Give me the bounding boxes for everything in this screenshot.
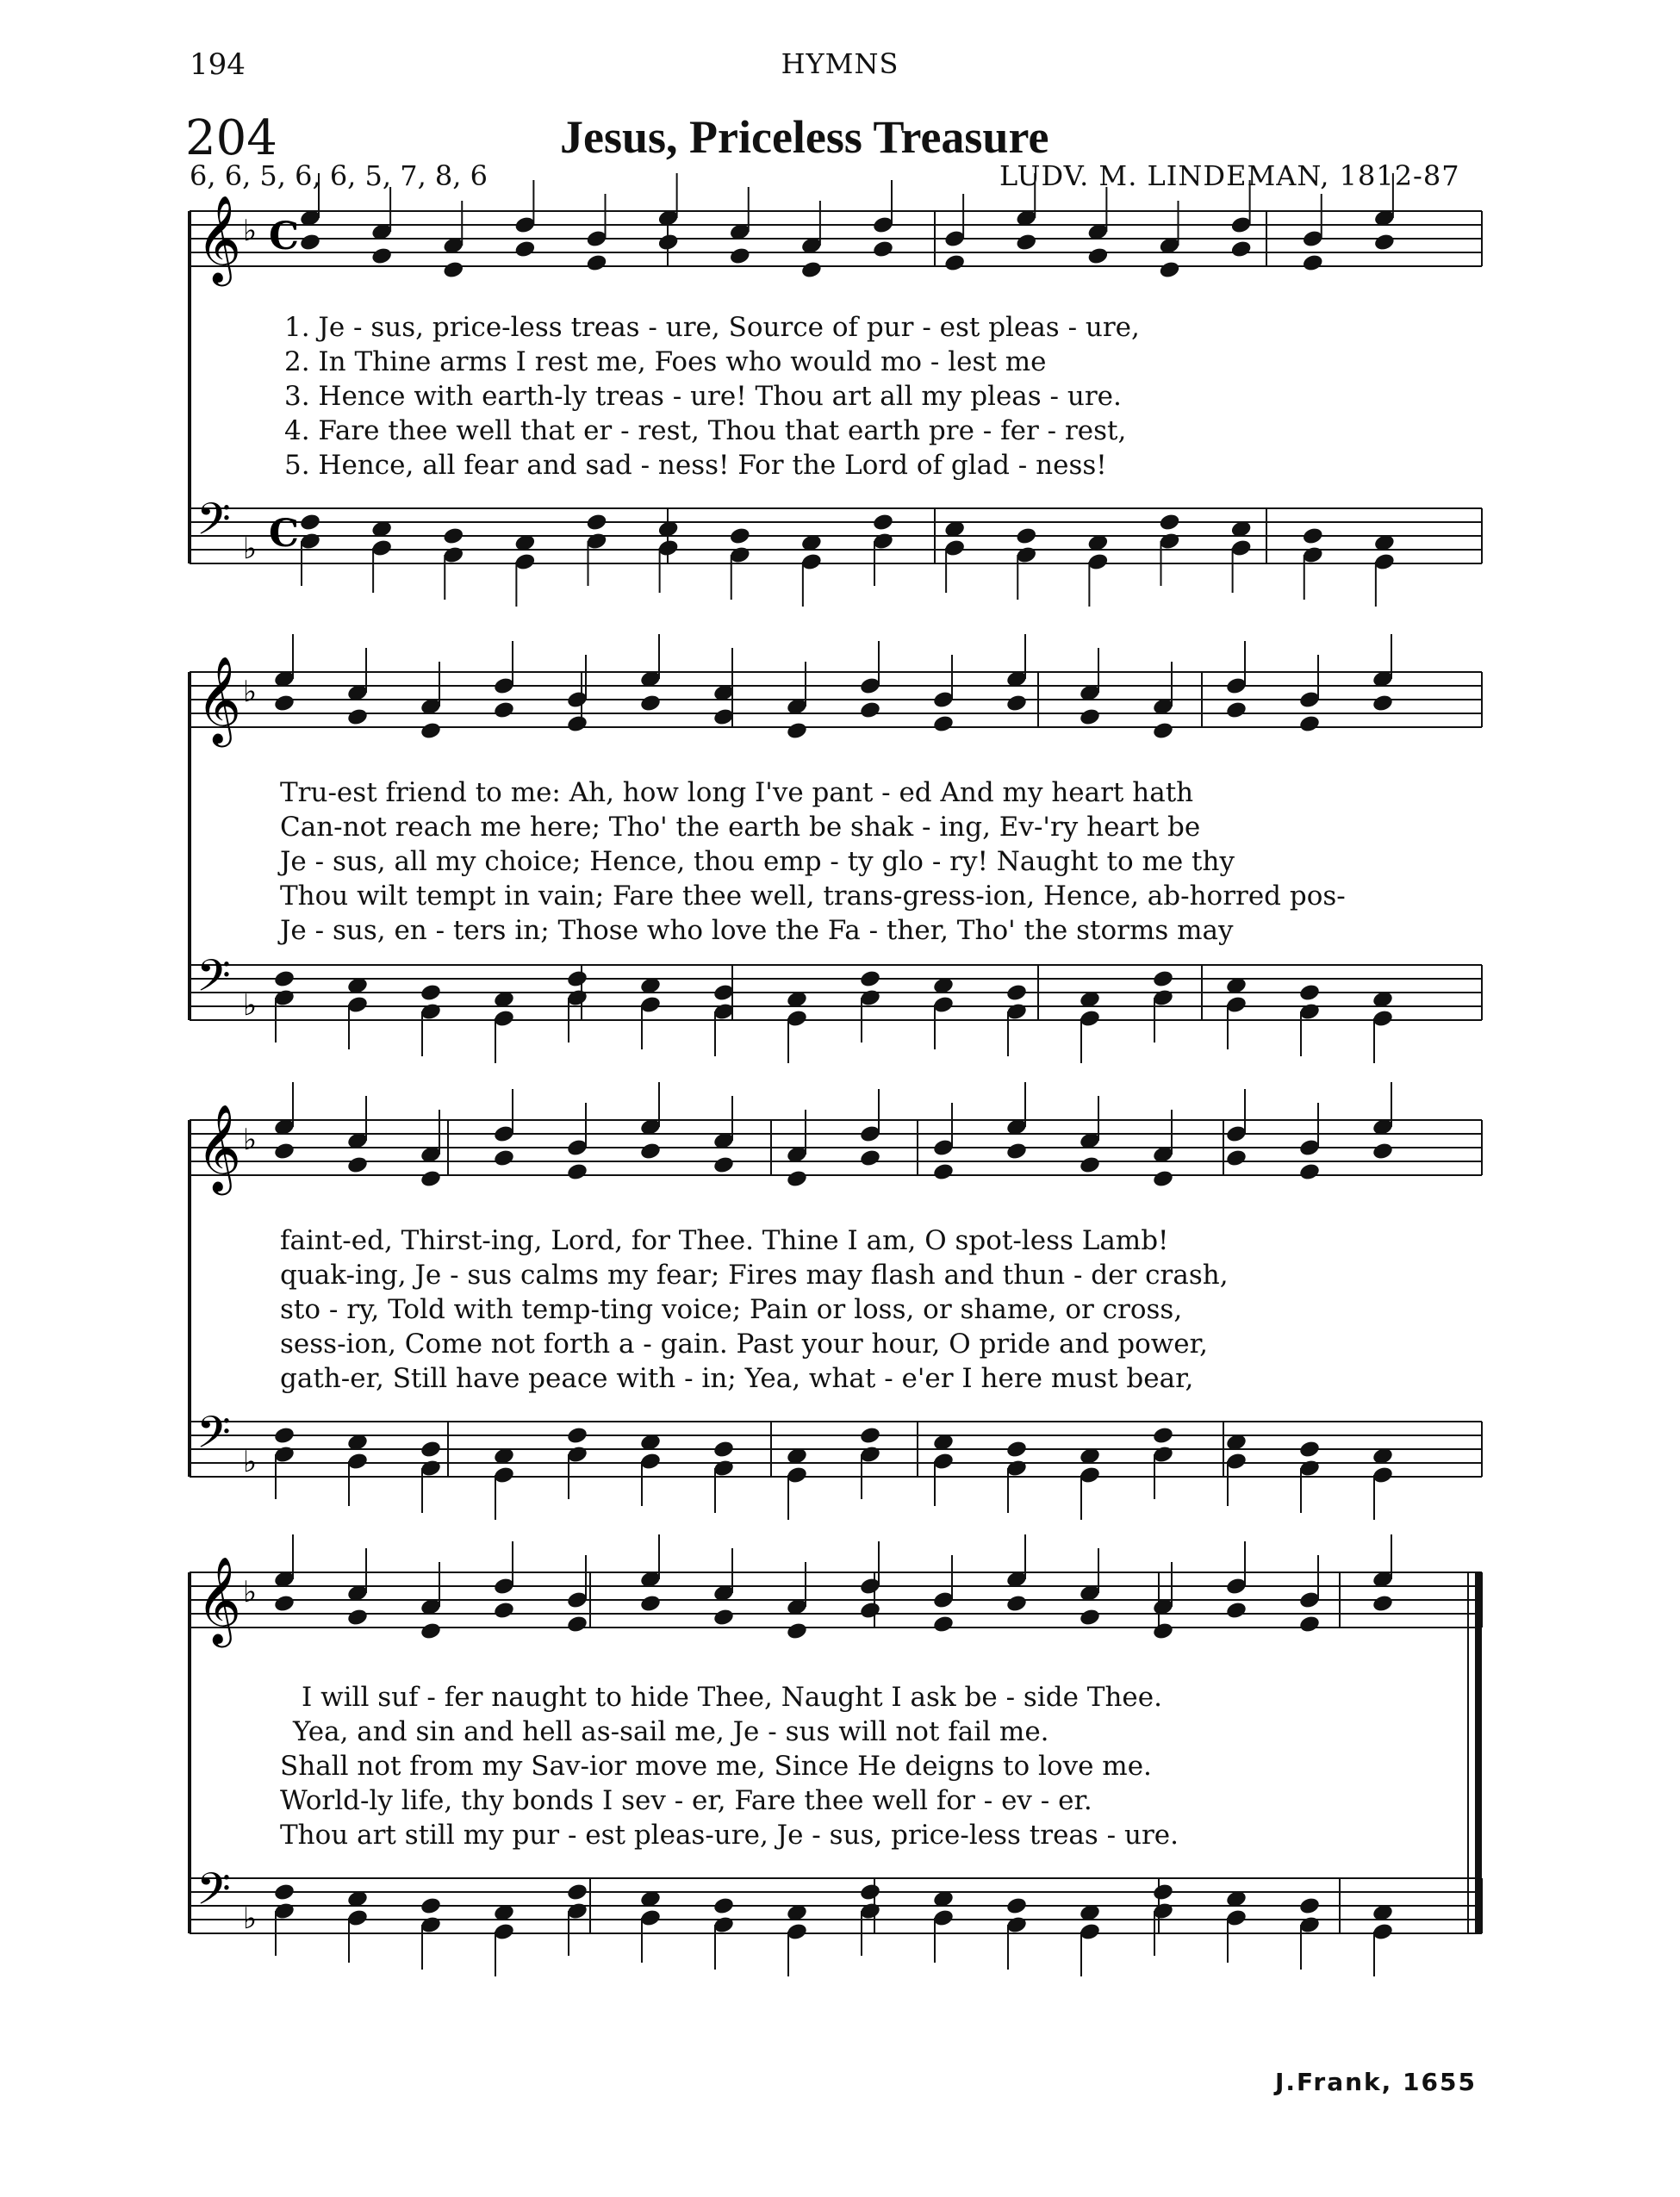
common-time-icon: C [269, 215, 300, 258]
note-head [1152, 1883, 1174, 1902]
note-head [1005, 983, 1028, 1003]
flat-icon: ♭ [243, 1901, 258, 1936]
lyric-line: Thou wilt tempt in vain; Fare thee well, trans-gress-ion, Hence, ab-horred pos- [280, 881, 1346, 912]
note-head [639, 694, 662, 713]
note-head [299, 233, 321, 252]
note-head [566, 1883, 588, 1902]
lyric-line: Thou art still my pur - est pleas-ure, Je - sus, price-less treas - ure. [280, 1820, 1179, 1851]
note-head [1152, 1426, 1174, 1446]
bass-clef-icon: 𝄢 [196, 1863, 231, 1926]
page-number: 194 [190, 47, 246, 82]
note-head [1079, 1608, 1101, 1628]
note-head [420, 721, 442, 741]
note-head [639, 1594, 662, 1614]
treble-clef-icon: 𝄞 [196, 194, 242, 283]
note-head [273, 1426, 296, 1446]
lyric-line: World-ly life, thy bonds I sev - er, Fare thee well for - ev - er. [280, 1785, 1092, 1816]
note-head [442, 526, 464, 546]
note-head [566, 1162, 588, 1182]
note-head [729, 526, 751, 546]
lyric-line: 1. Je - sus, price-less treas - ure, Source of pur - est pleas - ure, [284, 312, 1140, 343]
flat-icon: ♭ [243, 532, 258, 566]
note-head [273, 1883, 296, 1902]
note-head [1079, 707, 1101, 727]
note-head [513, 240, 536, 259]
note-head [639, 1142, 662, 1161]
note-head [1005, 694, 1028, 713]
lyrics-system-1 [0, 310, 1680, 482]
bass-clef-icon: 𝄢 [196, 949, 231, 1012]
note-head [346, 1155, 369, 1175]
lyric-line: I will suf - fer naught to hide Thee, Naught I ask be - side Thee. [302, 1682, 1162, 1713]
lyric-line: sto - ry, Told with temp-ting voice; Pain or loss, or shame, or cross, [280, 1294, 1183, 1325]
note-head [493, 1601, 515, 1621]
note-head [585, 513, 607, 532]
lyric-line: faint-ed, Thirst-ing, Lord, for Thee. Thine I am, O spot-less Lamb! [280, 1225, 1169, 1256]
treble-clef-icon: 𝄞 [196, 1103, 242, 1192]
note-head [1152, 1169, 1174, 1189]
note-head [1372, 1142, 1394, 1161]
note-head [1372, 694, 1394, 713]
page-header: HYMNS [781, 47, 899, 80]
note-head [859, 1426, 881, 1446]
bass-clef-icon: 𝄢 [196, 1406, 231, 1469]
flat-icon: ♭ [243, 988, 258, 1023]
note-head [420, 1896, 442, 1916]
note-head [346, 707, 369, 727]
note-head [442, 260, 464, 280]
note-head [932, 1615, 955, 1634]
note-head [943, 253, 966, 273]
note-head [1225, 1148, 1248, 1168]
note-head [859, 1883, 881, 1902]
note-head [299, 513, 321, 532]
note-head [1373, 233, 1396, 252]
lyric-line: Shall not from my Sav-ior move me, Since He deigns to love me. [280, 1751, 1152, 1782]
note-head [1005, 1896, 1028, 1916]
note-head [712, 1608, 735, 1628]
note-head [1079, 1155, 1101, 1175]
note-head [370, 246, 393, 266]
note-head [1302, 253, 1324, 273]
lyric-line: Yea, and sin and hell as-sail me, Je - sus will not fail me. [293, 1716, 1049, 1747]
note-head [1086, 246, 1109, 266]
note-head [1230, 240, 1253, 259]
note-head [932, 714, 955, 734]
lyric-line: gath-er, Still have peace with - in; Yea, what - e'er I here must bear, [280, 1363, 1194, 1394]
note-head [1005, 1142, 1028, 1161]
note-head [859, 969, 881, 989]
note-head [1005, 1440, 1028, 1459]
flat-icon: ♭ [243, 214, 258, 248]
note-head [712, 1155, 735, 1175]
lyric-line: Je - sus, all my choice; Hence, thou emp - ty glo - ry! Naught to me thy [280, 846, 1235, 877]
note-head [420, 1621, 442, 1641]
note-head [1158, 513, 1180, 532]
note-head [932, 1162, 955, 1182]
lyric-line: 2. In Thine arms I rest me, Foes who would mo - lest me [284, 346, 1047, 377]
note-head [1152, 969, 1174, 989]
note-head [566, 969, 588, 989]
note-head [1298, 1615, 1321, 1634]
lyric-line: 5. Hence, all fear and sad - ness! For the Lord of glad - ness! [284, 450, 1107, 481]
flat-icon: ♭ [243, 1123, 258, 1157]
treble-clef-icon: 𝄞 [196, 655, 242, 744]
note-head [712, 1440, 735, 1459]
lyric-line: Je - sus, en - ters in; Those who love the Fa - ther, Tho' the storms may [280, 915, 1234, 946]
note-head [1372, 1594, 1394, 1614]
lyric-line: 3. Hence with earth-ly treas - ure! Thou art all my pleas - ure. [284, 381, 1122, 412]
note-head [420, 1440, 442, 1459]
note-head [566, 1615, 588, 1634]
note-head [1158, 260, 1180, 280]
lyrics-system-4 [0, 1680, 1680, 1852]
note-head [657, 233, 680, 252]
flat-icon: ♭ [243, 675, 258, 709]
note-head [872, 513, 894, 532]
note-head [872, 240, 894, 259]
note-head [1152, 721, 1174, 741]
note-head [786, 721, 808, 741]
note-head [1005, 1594, 1028, 1614]
lyric-line: sess-ion, Come not forth a - gain. Past your hour, O pride and power, [280, 1329, 1208, 1360]
note-head [1015, 233, 1037, 252]
text-credit: J.Frank, 1655 [1275, 2068, 1477, 2096]
note-head [1298, 1162, 1321, 1182]
note-head [859, 1148, 881, 1168]
note-head [566, 1426, 588, 1446]
note-head [1302, 526, 1324, 546]
note-head [1298, 983, 1321, 1003]
note-head [420, 1169, 442, 1189]
note-head [273, 1594, 296, 1614]
note-head [1225, 700, 1248, 720]
composer: LUDV. M. LINDEMAN, 1812-87 [999, 159, 1460, 192]
lyric-line: Can-not reach me here; Tho' the earth be shak - ing, Ev-'ry heart be [280, 812, 1201, 843]
note-head [1225, 1601, 1248, 1621]
bass-clef-icon: 𝄢 [196, 493, 231, 556]
note-head [859, 700, 881, 720]
note-head [859, 1601, 881, 1621]
treble-clef-icon: 𝄞 [196, 1555, 242, 1644]
lyrics-system-2 [0, 775, 1680, 948]
flat-icon: ♭ [243, 1575, 258, 1609]
note-head [273, 969, 296, 989]
note-head [1298, 714, 1321, 734]
lyric-line: quak-ing, Je - sus calms my fear; Fires may flash and thun - der crash, [280, 1260, 1229, 1291]
note-head [420, 983, 442, 1003]
meter: 6, 6, 5, 6, 6, 5, 7, 8, 6 [190, 159, 488, 192]
note-head [273, 1142, 296, 1161]
note-head [1298, 1440, 1321, 1459]
note-head [786, 1169, 808, 1189]
note-head [566, 714, 588, 734]
note-head [493, 700, 515, 720]
lyric-line: Tru-est friend to me: Ah, how long I've pant - ed And my heart hath [280, 777, 1194, 808]
hymn-title: Jesus, Priceless Treasure [560, 111, 1049, 163]
note-head [729, 246, 751, 266]
note-head [712, 1896, 735, 1916]
note-head [585, 253, 607, 273]
note-head [800, 260, 823, 280]
note-head [1298, 1896, 1321, 1916]
note-head [346, 1608, 369, 1628]
note-head [493, 1148, 515, 1168]
note-head [1015, 526, 1037, 546]
lyrics-system-3 [0, 1223, 1680, 1396]
common-time-icon: C [269, 512, 300, 556]
lyric-line: 4. Fare thee well that er - rest, Thou that earth pre - fer - rest, [284, 415, 1127, 446]
note-head [273, 694, 296, 713]
note-head [1152, 1621, 1174, 1641]
flat-icon: ♭ [243, 1445, 258, 1479]
hymn-number: 204 [185, 110, 277, 166]
note-head [786, 1621, 808, 1641]
